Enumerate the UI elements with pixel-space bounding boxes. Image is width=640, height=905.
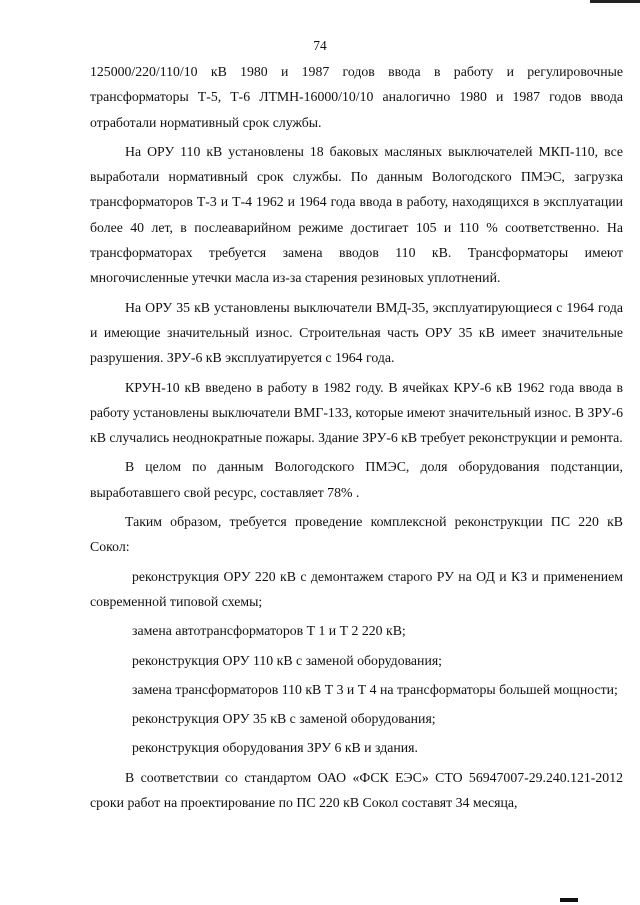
page-number: 74 — [313, 38, 327, 53]
list-item: замена автотрансформаторов Т 1 и Т 2 220 кВ; — [132, 623, 406, 639]
list-item: реконструкция оборудования ЗРУ 6 кВ и здания. — [132, 740, 418, 756]
list-item: реконструкция ОРУ 220 кВ с демонтажем старого РУ на ОД и КЗ и применением современной типовой схемы; — [90, 568, 623, 609]
list-item: реконструкция ОРУ 110 кВ с заменой оборудования; — [132, 652, 443, 668]
scan-edge-mark — [590, 0, 640, 3]
paragraph-reconstruction-intro: Таким образом, требуется проведение комплексной реконструкции ПС 220 кВ Сокол: — [90, 514, 623, 555]
paragraph-oru-110: На ОРУ 110 кВ установлены 18 баковых масляных выключателей МКП-110, все выработали нормативный срок службы. По данным Вологодского ПМЭС, загрузка трансформаторов Т-3 и Т-4 1962 и 1964 года ввода в работу, находящихся в эксплуатации более 40 лет, в послеаварийном режиме достигает 105 и 110 % соответственно. На трансформаторах требуется замена вводов 110 кВ. Трансформаторы имеют многочисленные утечки масла из-за старения резиновых уплотнений. — [90, 143, 623, 286]
list-item: реконструкция ОРУ 35 кВ с заменой оборудования; — [132, 711, 436, 727]
page-body — [90, 59, 623, 819]
list-item: замена трансформаторов 110 кВ Т 3 и Т 4 на трансформаторы большей мощности; — [132, 681, 618, 697]
paragraph-krun-10: КРУН-10 кВ введено в работу в 1982 году. В ячейках КРУ-6 кВ 1962 года ввода в работу установлены выключатели ВМГ-133, которые имеют значительный износ. В ЗРУ-6 кВ случались неоднократные пожары. Здание ЗРУ-6 кВ требует реконструкции и ремонта. — [90, 379, 623, 446]
paragraph-transformers-continued: 125000/220/110/10 кВ 1980 и 1987 годов ввода в работу и регулировочные трансформаторы Т-5, Т-6 ЛТМН-16000/10/10 аналогично 1980 и 1987 годов ввода отработали нормативный срок службы. — [90, 64, 623, 130]
scan-edge-mark — [560, 898, 578, 902]
paragraph-resource-share: В целом по данным Вологодского ПМЭС, доля оборудования подстанции, выработавшего свой ресурс, составляет 78% . — [90, 459, 623, 500]
paragraph-oru-35: На ОРУ 35 кВ установлены выключатели ВМД-35, эксплуатирующиеся с 1964 года и имеющие значительный износ. Строительная часть ОРУ 35 кВ имеет значительные разрушения. ЗРУ-6 кВ эксплуатируется с 1964 года. — [90, 299, 623, 366]
paragraph-standard-terms: В соответствии со стандартом ОАО «ФСК ЕЭС» СТО 56947007-29.240.121-2012 сроки работ на проектирование по ПС 220 кВ Сокол составят 34 месяца, — [90, 769, 623, 811]
